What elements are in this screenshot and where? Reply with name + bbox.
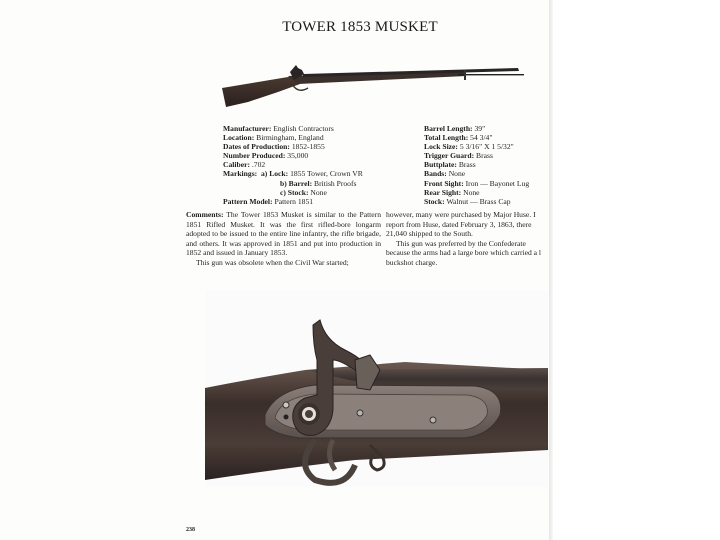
spec-dates: Dates of Production: 1852-1855	[223, 142, 325, 152]
text-line: This gun was preferred by the Confederate	[396, 238, 526, 248]
spec-barrel-length: Barrel Length: 39"	[424, 124, 486, 133]
comments-paragraph-2: This gun was obsolete when the Civil War started;	[196, 257, 349, 267]
spec-markings-barrel: b) Barrel: British Proofs	[280, 178, 357, 188]
spec-front-sight: Front Sight: Iron — Bayonet Lug	[424, 178, 530, 188]
spec-markings-stock: c) Stock: None	[280, 187, 327, 197]
specs-left	[223, 124, 413, 206]
text-line: because the arms had a large bore which carried a l	[386, 248, 542, 258]
spec-trigger-guard: Trigger Guard: Brass	[424, 151, 493, 161]
spec-manufacturer: Manufacturer: English Contractors	[223, 124, 334, 133]
comments-right-column	[386, 210, 561, 268]
spec-rear-sight: Rear Sight: None	[424, 187, 480, 197]
lock-closeup-image	[205, 290, 548, 487]
text-line: however, many were purchased by Major Huse. I	[386, 210, 536, 219]
text-line: report from Huse, dated February 3, 1863, there	[386, 219, 532, 229]
text-line: buckshot charge.	[386, 257, 438, 267]
full-rifle-image	[218, 60, 528, 115]
spec-lock-size: Lock Size: 5 3/16" X 1 5/32"	[424, 142, 514, 152]
spec-location: Location: Birmingham, England	[223, 133, 324, 143]
spec-caliber: Caliber: .702	[223, 160, 266, 170]
spec-markings-lock: Markings: a) Lock: 1855 Tower, Crown VR	[223, 169, 363, 179]
spec-bands: Bands: None	[424, 169, 466, 179]
page-number: 238	[186, 527, 195, 533]
spec-pattern-model: Pattern Model: Pattern 1851	[223, 196, 314, 206]
comments-paragraph-1: Comments: The Tower 1853 Musket is similar to the Pattern 1851 Rifled Musket. It was the first rifled-bore longarm adopted to be issued to the entire line infantry, the rifle brigade, and others. It was approved in 1851 and put into production in 1852 and issued in January 1853.	[186, 210, 381, 258]
text-line: 21,040 shipped to the South.	[386, 229, 473, 239]
comments-left-column	[186, 210, 381, 268]
spec-stock: Stock: Walnut — Brass Cap	[424, 196, 511, 206]
specs-right	[424, 124, 564, 206]
page-edge	[549, 0, 553, 540]
spec-number-produced: Number Produced: 35,000	[223, 151, 309, 161]
page-title: TOWER 1853 MUSKET	[282, 19, 438, 35]
spec-total-length: Total Length: 54 3/4"	[424, 133, 493, 143]
spec-buttplate: Buttplate: Brass	[424, 160, 476, 170]
